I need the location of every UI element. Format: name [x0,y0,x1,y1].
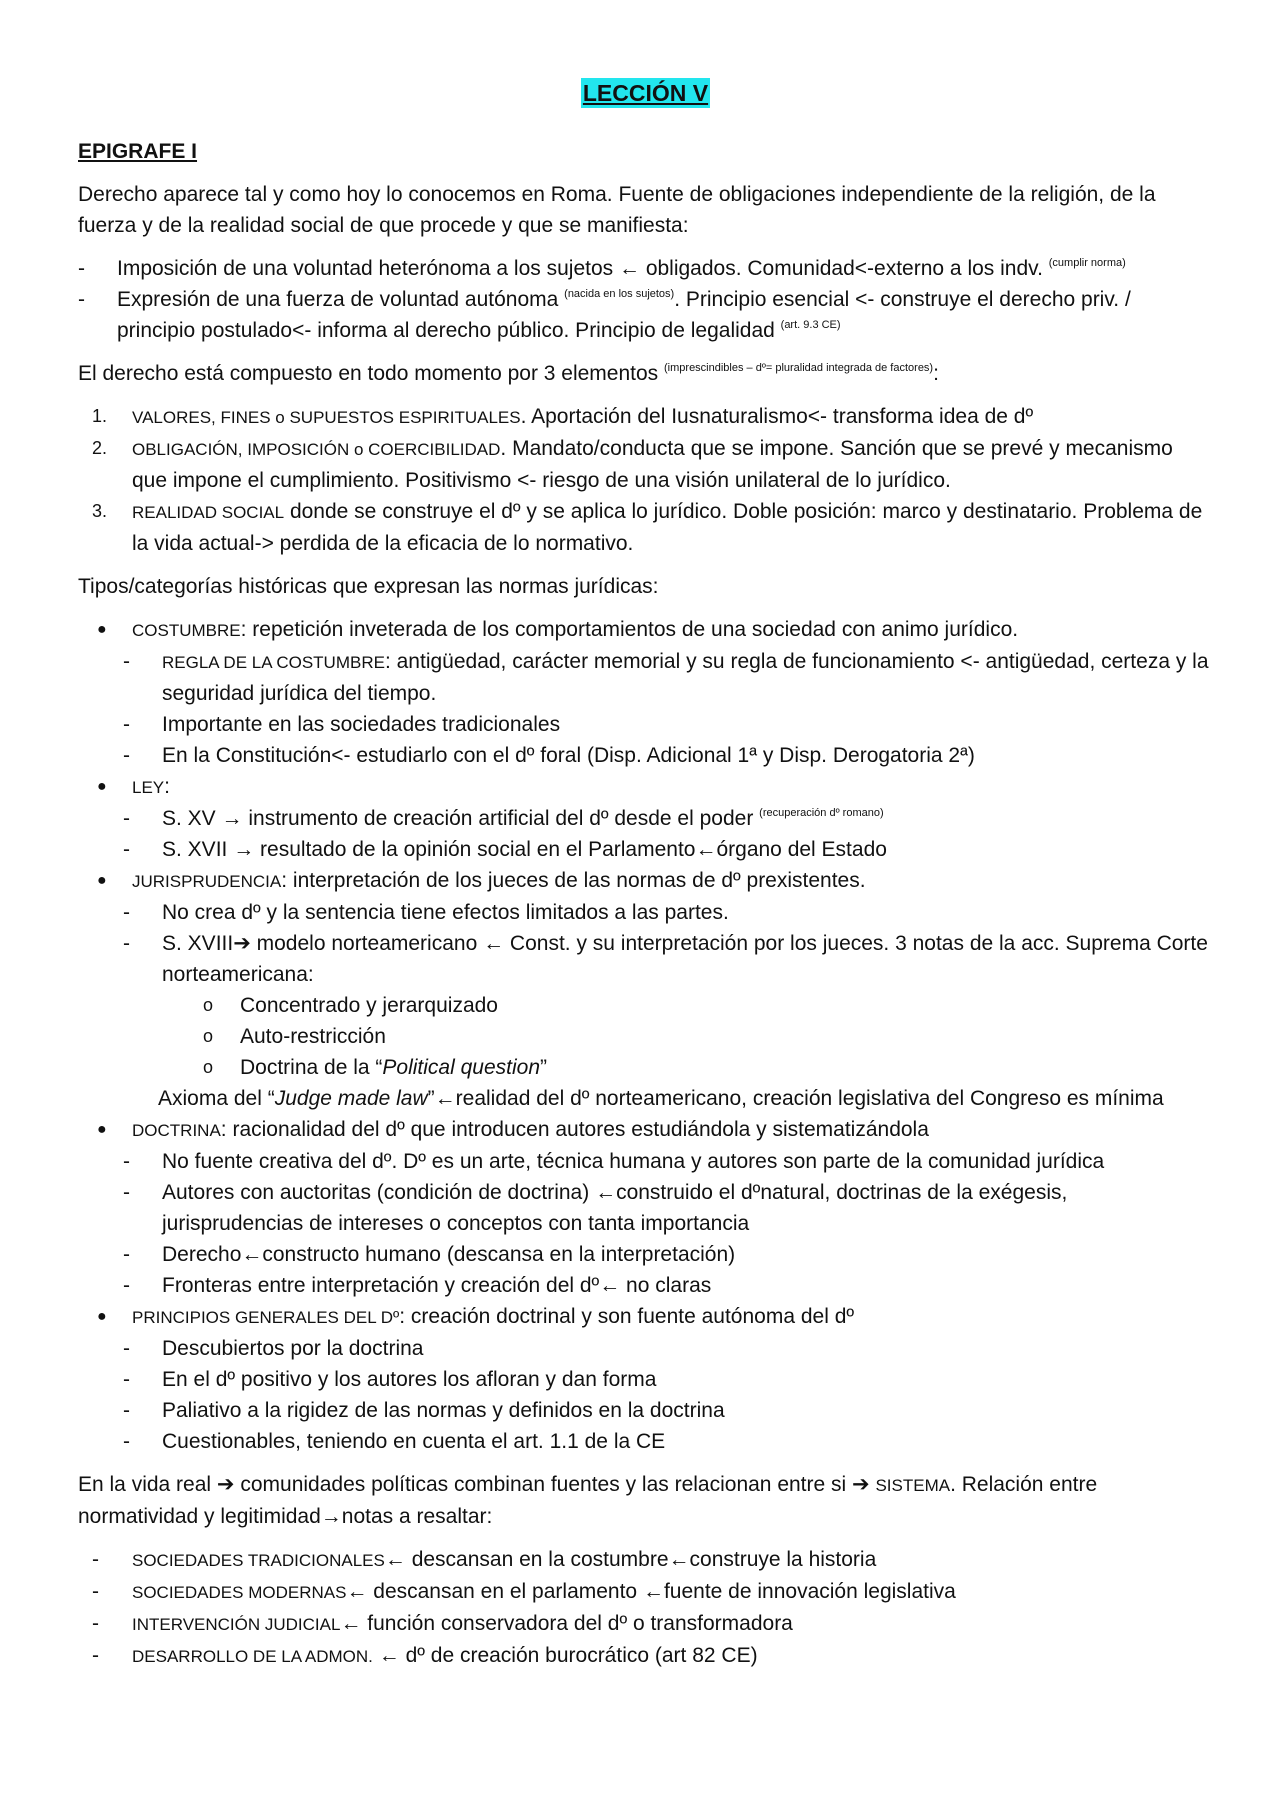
real-life-paragraph: En la vida real ➔ comunidades políticas combinan fuentes y las relacionan entre si ➔ SISTEMA. Relación entre normatividad y legitimidad→notas a resaltar: [78,1473,1098,1528]
sub-item: - S. XVII → resultado de la opinión social en el Parlamento←órgano del Estado [123,838,887,861]
note-item: o Concentrado y jerarquizado [203,994,498,1017]
numbered-item: 1. VALORES, FINES o SUPUESTOS ESPIRITUALES. Aportación del Iusnaturalismo<- transforma idea de dº [92,405,1034,428]
bullet-item-principios: ● PRINCIPIOS GENERALES DEL Dº: creación doctrinal y son fuente autónoma del dº [78,1301,1213,1333]
sub-item: - REGLA DE LA COSTUMBRE: antigüedad, carácter memorial y su regla de funcionamiento <- antigüedad, certeza y la seguridad jurídica del tiempo. [123,650,1209,705]
sub-item: - S. XVIII➔ modelo norteamericano ← Const. y su interpretación por los jueces. 3 notas de la acc. Suprema Corte norteamericana: [123,932,1208,986]
sub-item: - En el dº positivo y los autores los afloran y dan forma [123,1368,657,1391]
bullet-item-jurisprudencia: ● JURISPRUDENCIA: interpretación de los jueces de las normas de dº prexistentes. [78,865,1213,897]
document-page [78,78,1213,1672]
list-item: - Imposición de una voluntad heterónoma a los sujetos ← obligados. Comunidad<-externo a los indv. $^{(cumplir norma)}$ [78,253,1213,284]
sub-item: - Fronteras entre interpretación y creación del dº← no claras [123,1274,712,1297]
numbered-item: 2. OBLIGACIÓN, IMPOSICIÓN o COERCIBILIDAD. Mandato/conducta que se impone. Sanción que se prevé y mecanismo que impone el cumplimiento. Positivismo <- riesgo de una visión unilateral de lo jurídico. [92,437,1173,492]
section-heading: EPIGRAFE I [78,140,198,163]
sub-item: - No fuente creativa del dº. Dº es un arte, técnica humana y autores son parte de la comunidad jurídica [123,1150,1105,1173]
sub-item: - Autores con auctoritas (condición de doctrina) ←construido el dºnatural, doctrinas de la exégesis, jurisprudencias de intereses o conceptos con tanta importancia [123,1181,1068,1235]
elements-intro: El derecho está compuesto en todo momento por 3 elementos $^{(imprescindibles - dº= pluralidad integrada de factores)}$: [78,362,939,385]
bullet-item-ley: ● LEY: [78,771,1213,803]
sub-item: - En la Constitución<- estudiarlo con el dº foral (Disp. Adicional 1ª y Disp. Derogatoria 2ª) [123,744,975,767]
bullet-marker: ● [97,1308,107,1325]
note-item: o Auto-restricción [203,1025,386,1048]
list-item: - SOCIEDADES TRADICIONALES← descansan en la costumbre←construye la historia [92,1548,877,1571]
sub-item: - Descubiertos por la doctrina [123,1337,424,1360]
sub-item: - Paliativo a la rigidez de las normas y definidos en la doctrina [123,1399,725,1422]
list-item: - SOCIEDADES MODERNAS← descansan en el parlamento ←fuente de innovación legislativa [92,1580,956,1603]
title-block [78,78,1213,118]
list-item: - DESARROLLO DE LA ADMON. ← dº de creación burocrático (art 82 CE) [92,1644,758,1667]
bullet-marker: ● [97,872,107,889]
bullet-marker: ● [97,778,107,795]
bullet-marker: ● [97,621,107,638]
note-item: o Doctrina de la “Political question” [203,1056,547,1079]
bullet-marker: ● [97,1121,107,1138]
sub-item: - No crea dº y la sentencia tiene efectos limitados a las partes. [123,901,729,924]
list-item: - INTERVENCIÓN JUDICIAL← función conservadora del dº o transformadora [92,1612,793,1635]
numbered-item: 3. REALIDAD SOCIAL donde se construye el dº y se aplica lo jurídico. Doble posición: marco y destinatario. Problema de la vida actual-> perdida de la eficacia de lo normativo. [92,500,1203,555]
sub-item: - Importante en las sociedades tradicionales [123,713,561,736]
lesson-title: LECCIÓN V [582,80,709,106]
sub-item: - Cuestionables, teniendo en cuenta el art. 1.1 de la CE [123,1430,666,1453]
dash-marker: - [78,288,85,311]
dash-marker: - [78,257,85,280]
axioma-line: Axioma del “Judge made law”←realidad del dº norteamericano, creación legislativa del Congreso es mínima [158,1087,1164,1110]
sub-item: - Derecho←constructo humano (descansa en la interpretación) [123,1243,736,1266]
sub-item: - S. XV → instrumento de creación artificial del dº desde el poder $^{(recuperación dº romano)}$ [123,807,884,830]
intro-paragraph: Derecho aparece tal y como hoy lo conocemos en Roma. Fuente de obligaciones independiente de la religión, de la fuerza y de la realidad social de que procede y que se manifiesta: [78,183,1156,237]
list-item: - Expresión de una fuerza de voluntad autónoma $^{(nacida en los sujetos)}$. Principio esencial <- construye el derecho priv. / principio postulado<- informa al derecho público. Principio de legalidad $^{(art. 9.3 CE)}$ [78,284,1213,346]
bullet-item-doctrina: ● DOCTRINA: racionalidad del dº que introducen autores estudiándola y sistematizándola [78,1114,1213,1146]
bullet-item-costumbre: ● COSTUMBRE: repetición inveterada de los comportamientos de una sociedad con animo jurídico. [78,614,1213,646]
types-intro: Tipos/categorías históricas que expresan las normas jurídicas: [78,575,659,598]
